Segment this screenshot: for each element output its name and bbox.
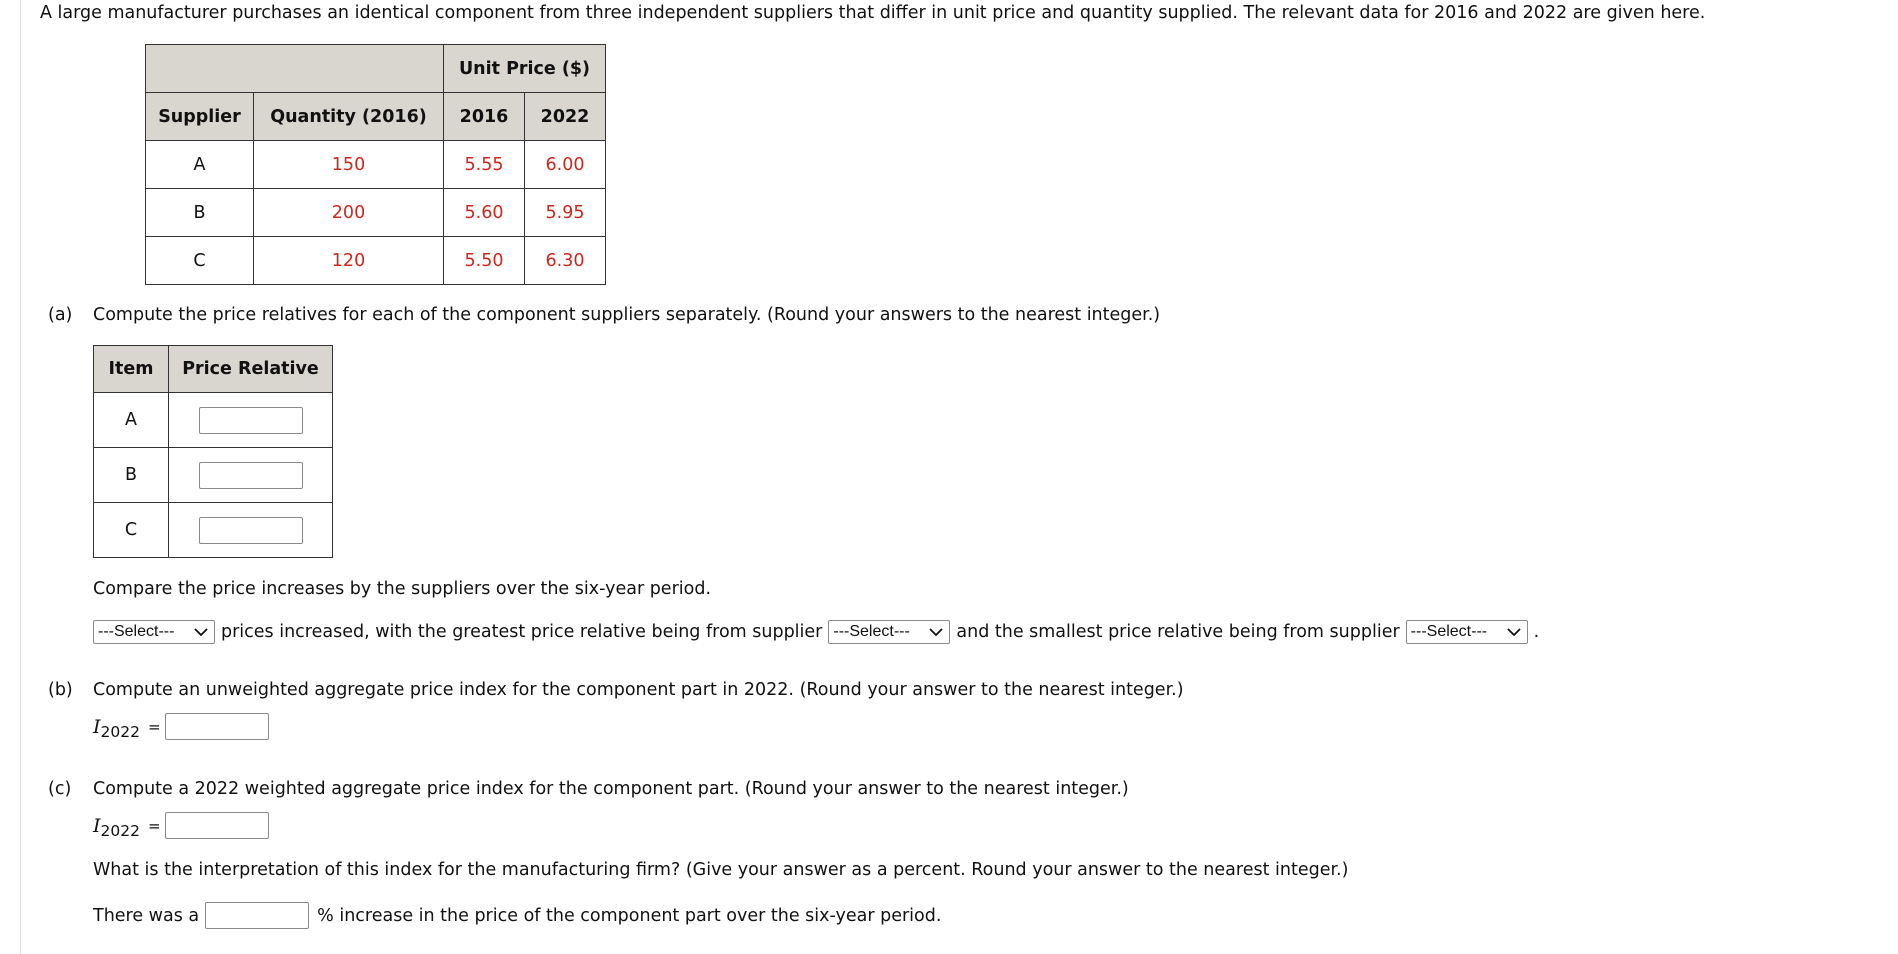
sentence-period: .: [1533, 622, 1540, 642]
supplier-cell: B: [146, 189, 254, 237]
price-2016-cell: 5.50: [444, 237, 525, 285]
equals-sign: =: [147, 816, 161, 835]
item-cell: A: [94, 393, 169, 448]
quantity-cell: 120: [254, 237, 444, 285]
table-row: [94, 503, 333, 558]
index-subscript: 2022: [100, 722, 140, 741]
table-row: [94, 448, 333, 503]
unit-price-header: Unit Price ($): [444, 45, 606, 93]
item-cell: B: [94, 448, 169, 503]
table-row: [146, 237, 606, 285]
interpretation-sentence: [93, 902, 941, 929]
table-corner: [146, 45, 444, 93]
item-header: Item: [94, 346, 169, 393]
part-b-answer-row: [93, 713, 269, 740]
price-2016-cell: 5.60: [444, 189, 525, 237]
price-2022-cell: 6.30: [525, 237, 606, 285]
part-b-label: (b): [48, 680, 73, 700]
year-2022-header: 2022: [525, 93, 606, 141]
part-c-label: (c): [48, 779, 72, 799]
quantity-header: Quantity (2016): [254, 93, 444, 141]
compare-prompt: Compare the price increases by the suppliers over the six-year period.: [93, 579, 712, 599]
table-row: [94, 393, 333, 448]
supplier-header: Supplier: [146, 93, 254, 141]
increase-text: % increase in the price of the component part over the six-year period.: [317, 905, 942, 926]
problem-intro: A large manufacturer purchases an identical component from three independent suppliers that differ in unit price and quantity supplied. The relevant data for 2016 and 2022 are given here.: [40, 3, 1706, 23]
price-relative-input-a[interactable]: [199, 407, 303, 434]
table-row: [146, 141, 606, 189]
percent-increase-input[interactable]: [205, 902, 309, 929]
unweighted-index-input[interactable]: [165, 713, 269, 740]
quantity-cell: 200: [254, 189, 444, 237]
part-a-label: (a): [48, 305, 73, 325]
compare-text-2: and the smallest price relative being from supplier: [956, 622, 1400, 642]
part-c-answer-row: [93, 812, 269, 839]
part-b-question: Compute an unweighted aggregate price index for the component part in 2022. (Round your answer to the nearest integer.): [93, 680, 1184, 700]
supplier-cell: C: [146, 237, 254, 285]
price-2022-cell: 6.00: [525, 141, 606, 189]
part-a-question: Compute the price relatives for each of the component suppliers separately. (Round your answers to the nearest integer.): [93, 305, 1161, 325]
greatest-supplier-select[interactable]: [828, 620, 950, 644]
year-2016-header: 2016: [444, 93, 525, 141]
select-value: ---Select---: [98, 623, 175, 640]
select-value: ---Select---: [833, 623, 910, 640]
table-row: [146, 189, 606, 237]
left-rule: [20, 0, 21, 954]
there-was-text: There was a: [93, 905, 200, 926]
item-cell: C: [94, 503, 169, 558]
price-relative-header: Price Relative: [169, 346, 333, 393]
price-relative-table: [93, 345, 333, 558]
index-symbol: I: [93, 814, 101, 837]
price-relative-input-c[interactable]: [199, 517, 303, 544]
price-2016-cell: 5.55: [444, 141, 525, 189]
chevron-down-icon: [1507, 627, 1521, 637]
price-trend-select[interactable]: [93, 620, 215, 644]
interpretation-question: What is the interpretation of this index for the manufacturing firm? (Give your answer as a percent. Round your answer to the nearest integer.): [93, 860, 1349, 880]
quantity-cell: 150: [254, 141, 444, 189]
part-c-question: Compute a 2022 weighted aggregate price index for the component part. (Round your answer to the nearest integer.): [93, 779, 1129, 799]
equals-sign: =: [147, 717, 161, 736]
chevron-down-icon: [929, 627, 943, 637]
price-2022-cell: 5.95: [525, 189, 606, 237]
select-value: ---Select---: [1410, 623, 1488, 640]
compare-sentence: [93, 620, 1539, 644]
index-symbol: I: [93, 715, 101, 738]
price-relative-input-b[interactable]: [199, 462, 303, 489]
smallest-supplier-select[interactable]: [1406, 620, 1528, 644]
supplier-cell: A: [146, 141, 254, 189]
weighted-index-input[interactable]: [165, 812, 269, 839]
index-subscript: 2022: [100, 821, 140, 840]
chevron-down-icon: [194, 627, 208, 637]
compare-text-1: prices increased, with the greatest price relative being from supplier: [221, 622, 823, 642]
supplier-data-table: [145, 44, 606, 285]
